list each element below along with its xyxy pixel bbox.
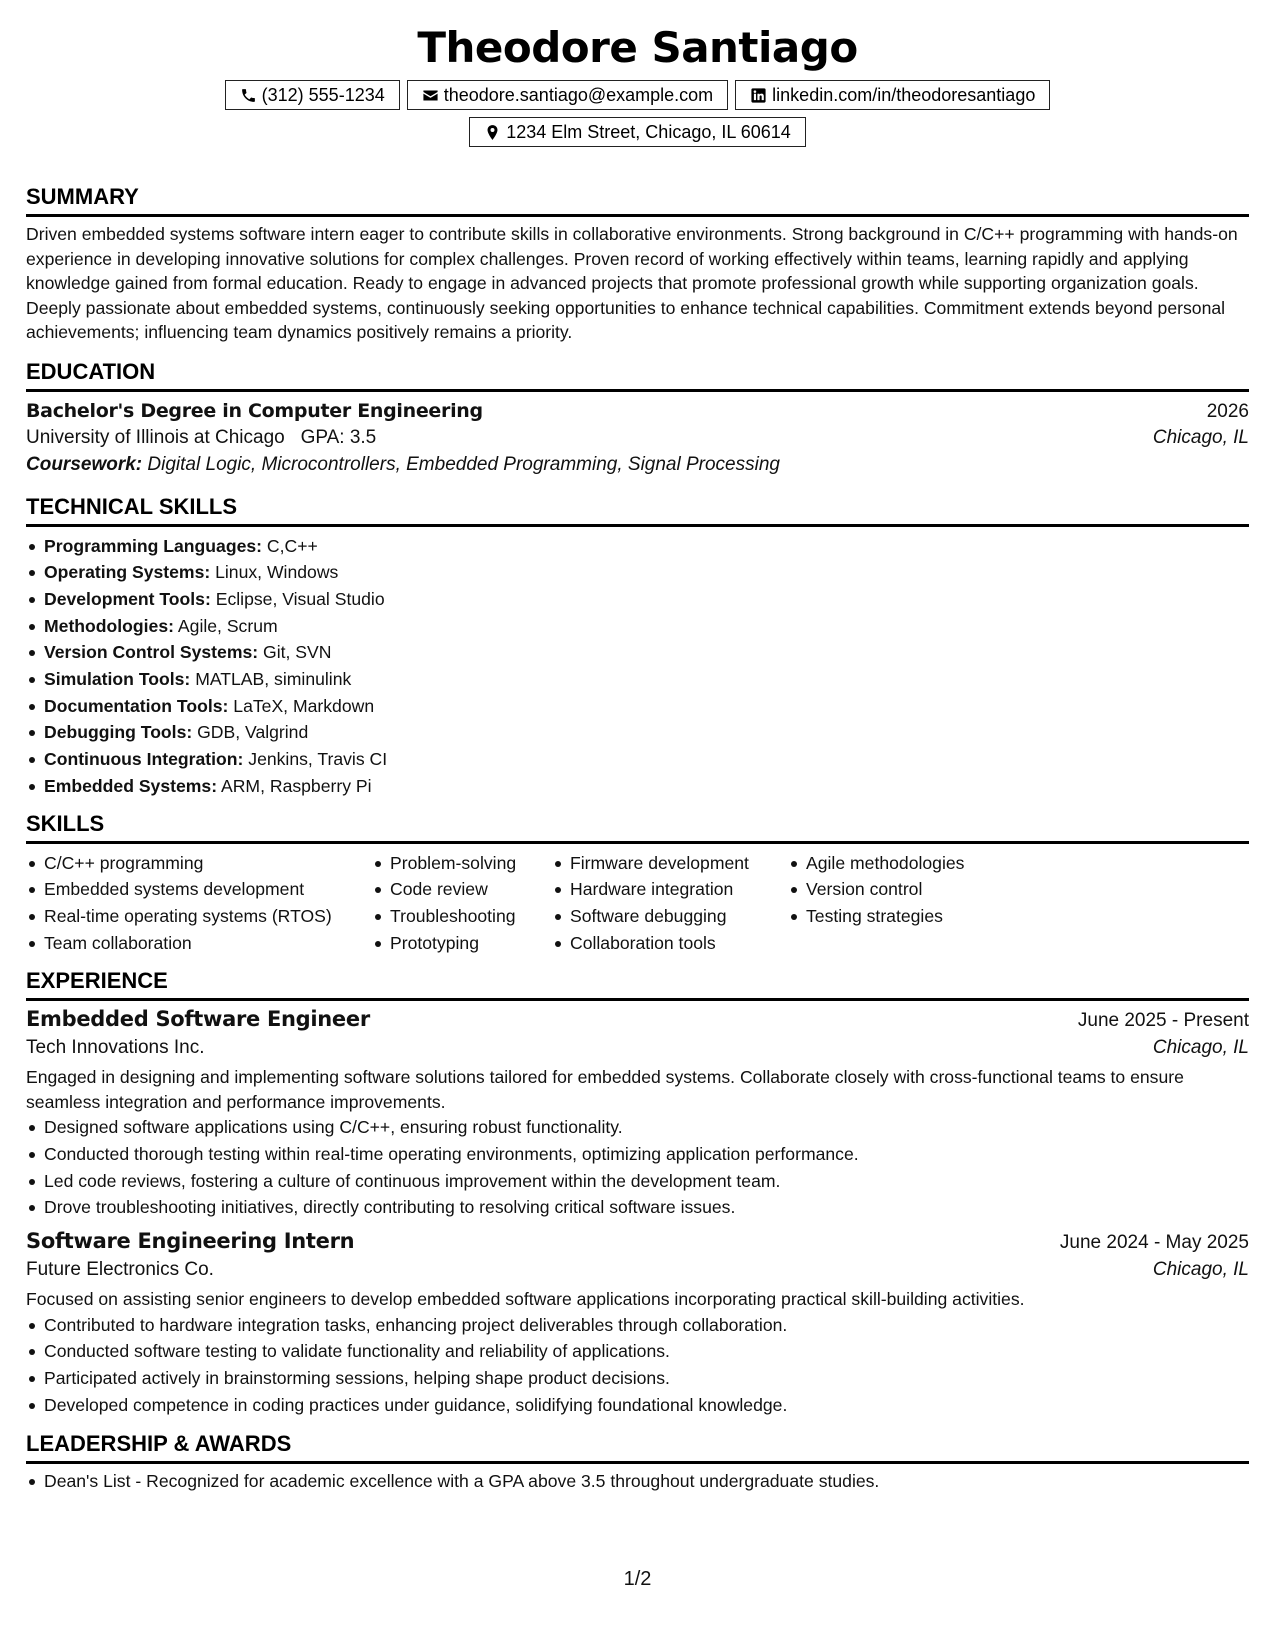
envelope-icon — [422, 87, 439, 104]
skills-column-3 — [552, 850, 788, 957]
degree-title: Bachelor's Degree in Computer Engineering — [26, 399, 483, 422]
linkedin-text: linkedin.com/in/theodoresantiago — [772, 85, 1036, 105]
skills-column-4 — [788, 850, 1048, 957]
list-item: Participated actively in brainstorming sessions, helping shape product decisions. — [26, 1365, 1249, 1392]
location-pin-icon — [484, 124, 501, 141]
job-entry-2 — [26, 1229, 1249, 1418]
list-item: Conducted thorough testing within real-time operating environments, optimizing application performance. — [26, 1141, 1249, 1168]
phone-text: (312) 555-1234 — [261, 85, 385, 105]
coursework-list: Digital Logic, Microcontrollers, Embedded Programming, Signal Processing — [147, 453, 780, 475]
education-school-row — [26, 427, 1249, 449]
list-item: Code review — [372, 876, 552, 903]
coursework-label: Coursework: — [26, 453, 143, 475]
list-item: Embedded Systems: ARM, Raspberry Pi — [26, 773, 1249, 800]
list-item: Methodologies: Agile, Scrum — [26, 613, 1249, 640]
list-item: C/C++ programming — [26, 850, 372, 877]
candidate-name: Theodore Santiago — [417, 23, 858, 72]
education-heading: EDUCATION — [26, 358, 1249, 392]
job-dates: June 2025 - Present — [1077, 1010, 1249, 1032]
address-contact[interactable] — [469, 117, 806, 147]
list-item: Operating Systems: Linux, Windows — [26, 559, 1249, 586]
list-item: Prototyping — [372, 930, 552, 957]
technical-skills-list — [26, 533, 1249, 800]
list-item: Conducted software testing to validate functionality and reliability of applications. — [26, 1338, 1249, 1365]
job-bullets — [26, 1312, 1249, 1419]
email-text: theodore.santiago@example.com — [443, 85, 714, 105]
list-item: Real-time operating systems (RTOS) — [26, 903, 372, 930]
summary-text: Driven embedded systems software intern eager to contribute skills in collaborative environments. Strong background in C/C++ programming with hands-on experience in developing innovative solutions for complex challenges. Proven record of working effectively within teams, learning rapidly and applying knowledge gained from formal education. Ready to engage in advanced projects that promote professional growth while supporting organization goals. Deeply passionate about embedded systems, continuously seeking opportunities to enhance technical capabilities. Commitment extends beyond personal achievements; influencing team dynamics positively remains a priority. — [26, 224, 1238, 342]
skills-column-1 — [26, 850, 372, 957]
list-item: Troubleshooting — [372, 903, 552, 930]
list-item: Version control — [788, 876, 1048, 903]
resume-page — [26, 22, 1249, 1495]
list-item: Designed software applications using C/C++, ensuring robust functionality. — [26, 1114, 1249, 1141]
school-location: Chicago, IL — [1152, 426, 1249, 448]
contact-row-2 — [26, 117, 1249, 147]
list-item: Problem-solving — [372, 850, 552, 877]
address-text: 1234 Elm Street, Chicago, IL 60614 — [506, 122, 791, 142]
linkedin-contact[interactable] — [735, 80, 1050, 110]
job-bullets — [26, 1114, 1249, 1221]
school-name: University of Illinois at Chicago — [26, 426, 285, 448]
list-item: Version Control Systems: Git, SVN — [26, 639, 1249, 666]
job-company-row — [26, 1037, 1249, 1059]
list-item: Led code reviews, fostering a culture of continuous improvement within the development team. — [26, 1168, 1249, 1195]
contact-row — [26, 80, 1249, 110]
list-item: Contributed to hardware integration tasks, enhancing project deliverables through collaboration. — [26, 1312, 1249, 1339]
list-item: Embedded systems development — [26, 876, 372, 903]
summary-heading: SUMMARY — [26, 183, 1249, 217]
linkedin-icon — [750, 87, 767, 104]
experience-heading: EXPERIENCE — [26, 967, 1249, 1001]
job-role: Software Engineering Intern — [26, 1229, 355, 1254]
job-role: Embedded Software Engineer — [26, 1007, 370, 1032]
job-dates: June 2024 - May 2025 — [1059, 1232, 1249, 1254]
technical-skills-heading: TECHNICAL SKILLS — [26, 493, 1249, 527]
phone-contact[interactable] — [225, 80, 400, 110]
leadership-heading: LEADERSHIP & AWARDS — [26, 1430, 1249, 1464]
job-description: Focused on assisting senior engineers to develop embedded software applications incorporating practical skill-building activities. — [26, 1289, 1025, 1310]
job-company-row — [26, 1259, 1249, 1281]
list-item: Developed competence in coding practices under guidance, solidifying foundational knowledge. — [26, 1392, 1249, 1419]
page-number: 1/2 — [623, 1568, 652, 1590]
list-item: Continuous Integration: Jenkins, Travis CI — [26, 746, 1249, 773]
list-item: Debugging Tools: GDB, Valgrind — [26, 719, 1249, 746]
coursework-line — [26, 454, 1249, 476]
gpa: GPA: 3.5 — [300, 426, 377, 448]
skills-grid — [26, 850, 1249, 957]
list-item: Testing strategies — [788, 903, 1048, 930]
job-company: Future Electronics Co. — [26, 1259, 214, 1281]
list-item: Hardware integration — [552, 876, 788, 903]
job-company: Tech Innovations Inc. — [26, 1037, 205, 1059]
job-title-row — [26, 1229, 1249, 1254]
skills-heading: SKILLS — [26, 810, 1249, 844]
education-title-row — [26, 400, 1249, 423]
job-location: Chicago, IL — [1152, 1259, 1249, 1281]
list-item: Drove troubleshooting initiatives, directly contributing to resolving critical software issues. — [26, 1194, 1249, 1221]
leadership-list — [26, 1468, 1249, 1495]
list-item: Collaboration tools — [552, 930, 788, 957]
list-item: Programming Languages: C,C++ — [26, 533, 1249, 560]
list-item: Documentation Tools: LaTeX, Markdown — [26, 693, 1249, 720]
job-location: Chicago, IL — [1152, 1037, 1249, 1059]
email-contact[interactable] — [407, 80, 728, 110]
job-description: Engaged in designing and implementing software solutions tailored for embedded systems. Collaborate closely with cross-functional teams to ensure seamless integration and performance improvements. — [26, 1067, 1184, 1112]
graduation-year: 2026 — [1206, 400, 1249, 422]
skills-column-2 — [372, 850, 552, 957]
school-info — [26, 427, 376, 449]
list-item: Simulation Tools: MATLAB, siminulink — [26, 666, 1249, 693]
list-item: Team collaboration — [26, 930, 372, 957]
list-item: Software debugging — [552, 903, 788, 930]
list-item: Agile methodologies — [788, 850, 1048, 877]
list-item: Dean's List - Recognized for academic excellence with a GPA above 3.5 throughout undergraduate studies. — [26, 1468, 1249, 1495]
list-item: Development Tools: Eclipse, Visual Studio — [26, 586, 1249, 613]
phone-icon — [240, 87, 257, 104]
job-entry-1 — [26, 1007, 1249, 1221]
job-title-row — [26, 1007, 1249, 1032]
list-item: Firmware development — [552, 850, 788, 877]
